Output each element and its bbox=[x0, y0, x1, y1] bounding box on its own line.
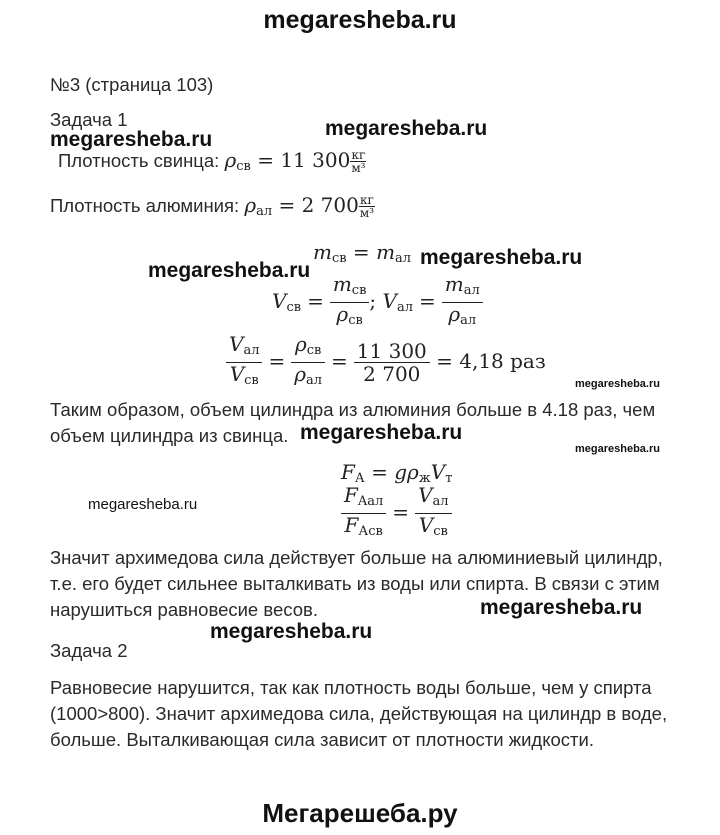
sub-sv: св bbox=[236, 159, 251, 174]
task1-label: Задача 1 bbox=[50, 109, 128, 130]
lead-density-formula: $\rho_{св} = 11$ 300 $\frac{кг}{\text{м³}}$ bbox=[224, 148, 366, 175]
mass-over-density-sv: $\frac{m_{св}}{\rho_{св}}$ bbox=[330, 273, 370, 332]
volume-formulas: $V_{св}$ = $\frac{m_{св}}{\rho_{св}}$ ; $V_{ал}$ = $\frac{m_{ал}}{\rho_{ал}}$ bbox=[272, 273, 483, 332]
mass-equality: $m_{св} = m_{ал}$ bbox=[313, 240, 412, 266]
task2-label: Задача 2 bbox=[50, 640, 128, 661]
sub-sv: св bbox=[433, 524, 448, 539]
sub-al: ал bbox=[256, 204, 273, 219]
volume-ratio: $\frac{V_{ал}}{V_{св}}$ = $\frac{\rho_{св}}{\rho_{ал}}$ = $\frac{11 300}{2 700}$ = 4,18 раз bbox=[226, 333, 546, 392]
force-ratio-fraction: $\frac{F_{Aал}}{F_{Асв}}$ bbox=[341, 484, 386, 543]
sub-sv: св bbox=[348, 313, 363, 328]
unit-den: м³ bbox=[359, 206, 375, 220]
unit-fraction bbox=[359, 194, 375, 219]
watermark: megaresheba.ru bbox=[88, 496, 198, 513]
archimedes-formula: $F_А = g\rho_жV_т$ bbox=[341, 460, 453, 486]
sub-a-sv: Асв bbox=[358, 524, 383, 539]
watermark: megaresheba.ru bbox=[480, 596, 643, 619]
watermark: megaresheba.ru bbox=[210, 620, 373, 643]
aluminium-density-label: Плотность алюминия: bbox=[50, 195, 245, 216]
sub-sv: св bbox=[306, 343, 322, 358]
sub-al: ал bbox=[395, 251, 412, 266]
ratio-numerator: 11 300 bbox=[354, 340, 430, 363]
conclusion-1: Таким образом, объем цилиндра из алюминия больше в 4.18 раз, чем объем цилиндра из свинца. bbox=[50, 399, 656, 446]
sub-al: ал bbox=[396, 300, 413, 315]
site-header[interactable]: megaresheba.ru bbox=[263, 6, 457, 34]
sub-sv: св bbox=[244, 373, 259, 388]
unit-num: кг bbox=[351, 148, 366, 162]
task-number: №3 (страница 103) bbox=[50, 74, 214, 95]
sub-al: ал bbox=[463, 283, 480, 298]
sub-a: А bbox=[354, 471, 365, 486]
lead-density-label: Плотность свинца: bbox=[58, 150, 225, 171]
watermark: megaresheba.ru bbox=[50, 128, 213, 151]
conclusion-2: Значит архимедова сила действует больше на алюминиевый цилиндр, т.е. его будет сильнее выталкивать из воды или спирта. В связи с этим нарушиться равновесие весов. bbox=[50, 547, 663, 620]
force-ratio: $\frac{F_{Aал}}{F_{Асв}}$ = $\frac{V_{ал}}{V_{св}}$ bbox=[341, 484, 452, 543]
watermark: megaresheba.ru bbox=[575, 443, 660, 455]
lead-density-line bbox=[58, 148, 366, 174]
aluminium-density-line bbox=[50, 193, 375, 219]
unit-num: кг bbox=[360, 193, 374, 207]
ratio-result: = 4,18 раз bbox=[436, 349, 546, 373]
unit-fraction bbox=[350, 149, 366, 174]
site-footer[interactable]: Мегарешеба.ру bbox=[262, 798, 458, 828]
sub-al: ал bbox=[432, 494, 449, 509]
ratio-denominator: 2 700 bbox=[363, 362, 421, 386]
sub-al: ал bbox=[460, 313, 477, 328]
watermark: megaresheba.ru bbox=[575, 378, 660, 390]
aluminium-density-value: 2 700 bbox=[301, 193, 359, 217]
watermark: megaresheba.ru bbox=[325, 117, 488, 140]
sub-zh: ж bbox=[418, 471, 431, 486]
sub-sv: св bbox=[351, 283, 367, 298]
aluminium-density-formula: $\rho_{ал} = 2$ 700 $\frac{кг}{\text{м³}}$ bbox=[244, 193, 375, 220]
unit-den: м³ bbox=[351, 161, 366, 175]
numeric-ratio-fraction bbox=[354, 340, 430, 385]
task2-text: Равновесие нарушится, так как плотность воды больше, чем у спирта (1000>800). Значит архимедова сила, действующая на цилиндр в воде, больше. Выталкивающая сила зависит от плотности жидкости. bbox=[50, 677, 668, 750]
sub-sv: св bbox=[286, 300, 302, 315]
v-ratio-fraction-2: $\frac{V_{ал}}{V_{св}}$ bbox=[415, 484, 451, 543]
sub-al: ал bbox=[243, 343, 260, 358]
sub-t: т bbox=[445, 471, 453, 486]
mass-over-density-al: $\frac{m_{ал}}{\rho_{ал}}$ bbox=[442, 273, 483, 332]
sub-sv: св bbox=[331, 251, 347, 266]
v-ratio-fraction: $\frac{V_{ал}}{V_{св}}$ bbox=[226, 333, 262, 392]
sub-a-al: Aал bbox=[357, 494, 384, 509]
watermark: megaresheba.ru bbox=[300, 421, 463, 444]
rho-ratio-fraction: $\frac{\rho_{св}}{\rho_{ал}}$ bbox=[291, 333, 325, 392]
watermark: megaresheba.ru bbox=[148, 259, 311, 282]
lead-density-value: 11 300 bbox=[280, 148, 351, 172]
sub-al: ал bbox=[306, 373, 323, 388]
watermark: megaresheba.ru bbox=[420, 246, 583, 269]
